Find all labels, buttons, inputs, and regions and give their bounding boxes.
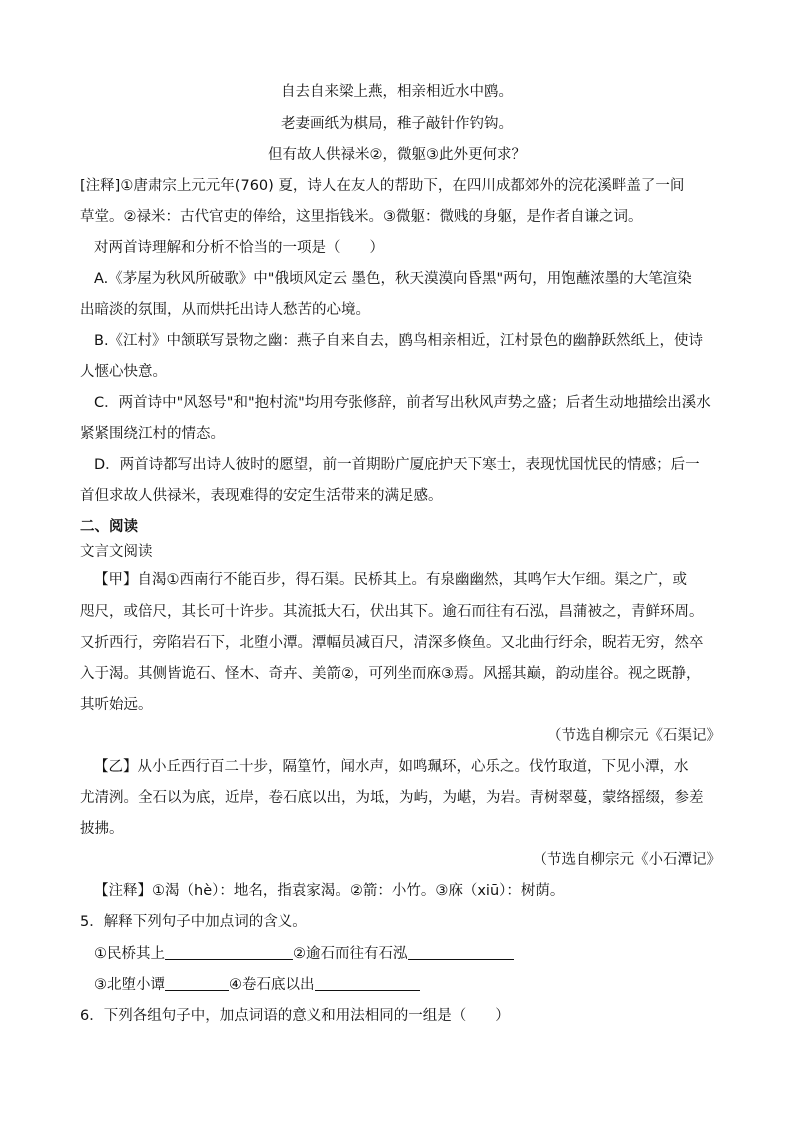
section-subheading: 文言文阅读 <box>80 544 153 560</box>
answer-blank-1[interactable] <box>165 945 293 960</box>
question-4-stem: 对两首诗理解和分析不恰当的一项是（ ） <box>94 240 384 256</box>
passage-jia-line-4: 入于渴。其侧皆诡石、怪木、奇卉、美箭②，可列坐而庥③焉。风摇其巅，韵动崖谷。视之既静， <box>80 666 701 682</box>
option-a-line-2: 出暗淡的氛围，从而烘托出诗人愁苦的心境。 <box>80 302 370 318</box>
option-b-line-2: 人惬心快意。 <box>80 364 167 380</box>
option-a-line-1: A.《茅屋为秋风所破歌》中"俄顷风定云 墨色，秋天漠漠向昏黑"两句，用饱蘸浓墨的大笔渲染 <box>94 271 692 287</box>
section-heading: 二、阅读 <box>80 519 138 535</box>
question-5-row-1 <box>94 944 720 964</box>
passage-jia-source: （节选自柳宗元《石渠记》 <box>547 728 721 744</box>
passage-jia-line-3: 又折西行，旁陷岩石下，北堕小潭。潭幅员减百尺，清深多倏鱼。又北曲行纡余，睨若无穷，然卒 <box>80 635 704 651</box>
passage-yi-line-2: 尤清洌。全石以为底，近岸，卷石底以出，为坻，为屿，为嵁，为岩。青树翠蔓，蒙络摇缀，参差 <box>80 790 704 806</box>
passage-annotations: 【注释】①渴（hè）：地名，指袁家渴。②箭：小竹。③庥（xiū）：树荫。 <box>94 883 565 899</box>
passage-jia-line-2: 咫尺，或倍尺，其长可十许步。其流抵大石，伏出其下。逾石而往有石泓，昌蒲被之，青鲜环周。 <box>80 604 704 620</box>
option-c-line-1: C．两首诗中"风怒号"和"抱村流"均用夸张修辞，前者写出秋风声势之盛；后者生动地描绘出溪水 <box>94 395 711 411</box>
passage-yi-line-3: 披拂。 <box>80 821 124 837</box>
q5-item-3: ③北堕小谭 <box>94 977 165 993</box>
question-6-stem: 6．下列各组句子中，加点词语的意义和用法相同的一组是（ ） <box>80 1008 510 1024</box>
question-5-row-2 <box>94 975 720 995</box>
poem-line-2: 老妻画纸为棋局，稚子敲针作钓钩。 <box>281 116 513 132</box>
answer-blank-4[interactable] <box>315 976 420 991</box>
poem-line-1: 自去自来梁上燕，相亲相近水中鸥。 <box>281 84 513 100</box>
answer-blank-3[interactable] <box>165 976 229 991</box>
passage-jia-line-1: 【甲】自渴①西南行不能百步，得石渠。民桥其上。有泉幽幽然，其鸣乍大乍细。渠之广，或 <box>94 572 687 588</box>
q5-item-4: ④卷石底以出 <box>229 977 315 993</box>
option-c-line-2: 紧紧围绕江村的情态。 <box>80 426 225 442</box>
option-d-line-2: 首但求故人供禄米，表现难得的安定生活带来的满足感。 <box>80 488 443 504</box>
q5-item-1: ①民桥其上 <box>94 946 165 962</box>
option-d-line-1: D．两首诗都写出诗人彼时的愿望，前一首期盼广厦庇护天下寒士，表现忧国忧民的情感；后一 <box>94 457 700 473</box>
poem-note-line-2: 草堂。②禄米：古代官吏的俸给，这里指钱米。③微躯：微贱的身躯，是作者自谦之词。 <box>80 209 643 225</box>
q5-item-2: ②逾石而往有石泓 <box>293 946 408 962</box>
poem-line-3: 但有故人供禄米②，微躯③此外更何求？ <box>268 147 526 163</box>
question-5-stem: 5．解释下列句子中加点词的含义。 <box>80 914 307 930</box>
poem-note-line-1: [注释]①唐肃宗上元元年(760) 夏，诗人在友人的帮助下，在四川成都郊外的浣花溪畔盖了一间 <box>80 178 685 194</box>
passage-yi-line-1: 【乙】从小丘西行百二十步，隔篁竹，闻水声，如鸣珮环，心乐之。伐竹取道，下见小潭，水 <box>94 759 689 775</box>
passage-jia-line-5: 其听始远。 <box>80 697 153 713</box>
passage-yi-source: （节选自柳宗元《小石潭记》 <box>532 852 721 868</box>
answer-blank-2[interactable] <box>408 945 514 960</box>
option-b-line-1: B.《江村》中颔联写景物之幽：燕子自来自去，鸥鸟相亲相近，江村景色的幽静跃然纸上，使诗 <box>94 333 704 349</box>
